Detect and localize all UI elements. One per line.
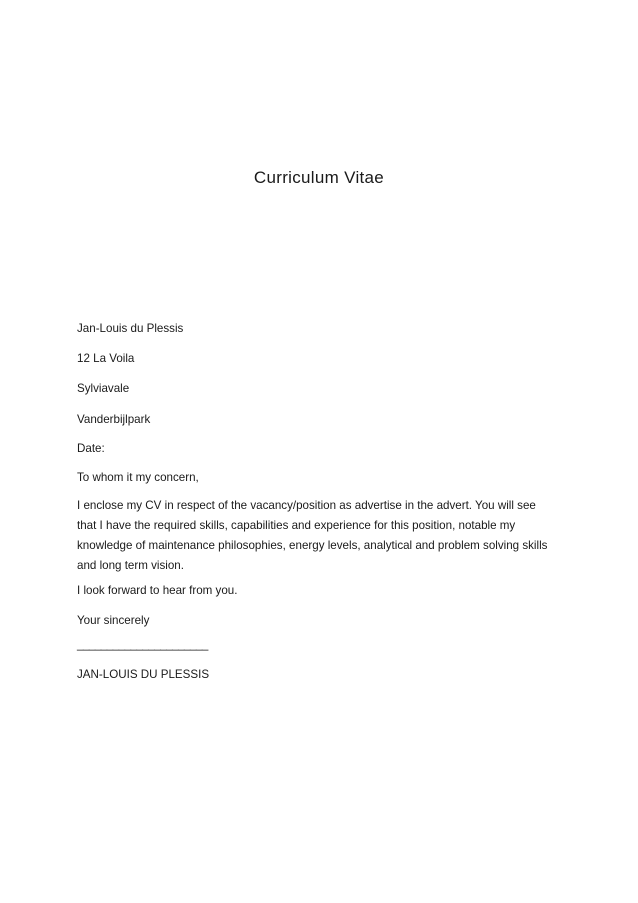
body-line: I enclose my CV in respect of the vacancy/position as advertise in the advert. You will see: [77, 499, 536, 512]
address-suburb: Sylviavale: [77, 382, 130, 395]
body-paragraph: [77, 496, 567, 576]
signature-name: JAN-LOUIS DU PLESSIS: [77, 668, 210, 681]
salutation: To whom it my concern,: [77, 471, 199, 484]
body-line: and long term vision.: [77, 559, 184, 572]
applicant-name: Jan-Louis du Plessis: [77, 322, 184, 335]
address-city: Vanderbijlpark: [77, 413, 151, 426]
body-line: that I have the required skills, capabilities and experience for this position, notable my: [77, 519, 516, 532]
address-street: 12 La Voila: [77, 352, 135, 365]
closing-line: I look forward to hear from you.: [77, 584, 238, 597]
signature-line: ______________________: [77, 638, 208, 651]
body-line: knowledge of maintenance philosophies, energy levels, analytical and problem solving skills: [77, 539, 548, 552]
document-title: Curriculum Vitae: [253, 168, 385, 187]
sign-off: Your sincerely: [77, 614, 150, 627]
date-label: Date:: [77, 442, 105, 455]
